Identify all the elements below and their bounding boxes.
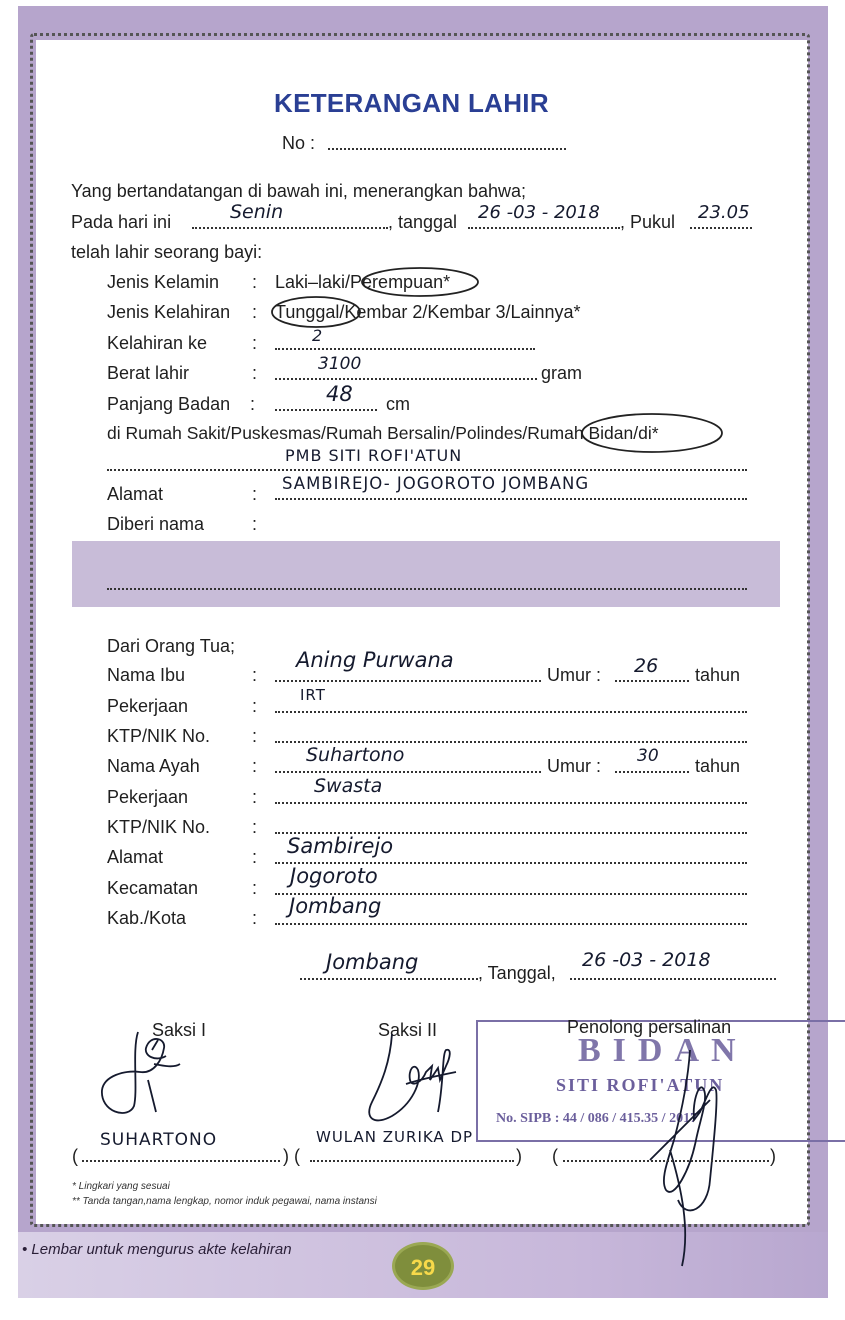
weight-field[interactable] <box>275 378 537 380</box>
order-label: Kelahiran ke <box>107 333 208 353</box>
address-value: SAMBIREJO- JOGOROTO JOMBANG <box>282 474 590 493</box>
place-value: PMB SITI ROFI'ATUN <box>285 446 463 465</box>
footnote-signature: ** Tanda tangan,nama lengkap, nomor induk pegawai, nama instansi <box>72 1196 377 1207</box>
age-label: Umur : <box>547 756 601 776</box>
parents-heading: Dari Orang Tua; <box>107 636 236 656</box>
gender-label: Jenis Kelamin <box>107 272 220 292</box>
colon: : <box>252 696 258 716</box>
colon: : <box>252 726 258 746</box>
mother-age-field[interactable] <box>615 680 689 682</box>
mother-nik-field[interactable] <box>275 741 747 743</box>
helper-signature <box>630 1040 740 1270</box>
years-label: tahun <box>695 665 741 685</box>
length-field[interactable] <box>275 409 377 411</box>
length-label: Panjang Badan <box>107 394 231 414</box>
time-value: 23.05 <box>698 202 750 223</box>
father-job-value: Swasta <box>314 775 383 797</box>
day-field[interactable] <box>192 227 388 229</box>
baby-name-field[interactable] <box>107 588 747 590</box>
gender-options: Laki–laki/Perempuan* <box>275 272 451 292</box>
address-field[interactable] <box>275 498 747 500</box>
colon: : <box>252 272 258 292</box>
mother-job-value: IRT <box>300 686 326 704</box>
father-value: Suhartono <box>306 744 405 766</box>
city-field[interactable] <box>275 923 747 925</box>
intro-line: Yang bertandatangan di bawah ini, menerangkan bahwa; <box>71 181 527 201</box>
age-label: Umur : <box>547 665 601 685</box>
date-label: , tanggal <box>388 212 458 232</box>
colon: : <box>252 878 258 898</box>
witness1-label: Saksi I <box>152 1020 207 1040</box>
page-number-badge <box>392 1242 454 1290</box>
witness2-signature <box>352 1022 462 1132</box>
day-label: Pada hari ini <box>71 212 172 232</box>
sign-place-field[interactable] <box>300 978 478 980</box>
rumah-bidan-circle-mark <box>578 410 728 458</box>
colon: : <box>252 302 258 322</box>
witness2-name-field[interactable] <box>310 1160 514 1162</box>
birth-type-label: Jenis Kelahiran <box>107 302 231 322</box>
colon: : <box>250 394 256 414</box>
witness2-name: WULAN ZURIKA DP <box>316 1128 474 1146</box>
date-value: 26 -03 - 2018 <box>478 202 600 223</box>
length-unit: cm <box>386 394 410 414</box>
colon: : <box>252 817 258 837</box>
baby-name-label: Diberi nama <box>107 514 205 534</box>
open-paren: ( <box>72 1146 78 1166</box>
colon: : <box>252 333 258 353</box>
sign-date-label: , Tanggal, <box>478 963 556 983</box>
length-value: 48 <box>326 382 353 406</box>
district-value: Jogoroto <box>290 864 378 888</box>
father-age-field[interactable] <box>615 771 689 773</box>
helper-label: Penolong persalinan <box>567 1017 732 1037</box>
parent-address-value: Sambirejo <box>287 834 394 858</box>
perempuan-circle-mark <box>360 265 485 299</box>
colon: : <box>252 484 258 504</box>
mother-field[interactable] <box>275 680 541 682</box>
city-value: Jombang <box>289 894 382 918</box>
colon: : <box>252 908 258 928</box>
weight-unit: gram <box>541 363 583 383</box>
witness1-name-field[interactable] <box>82 1160 280 1162</box>
time-field[interactable] <box>690 227 752 229</box>
years-label: tahun <box>695 756 741 776</box>
birth-type-options: Tunggal/Kembar 2/Kembar 3/Lainnya* <box>275 302 581 322</box>
father-field[interactable] <box>275 771 541 773</box>
open-paren: ( <box>552 1146 558 1166</box>
father-job-field[interactable] <box>275 802 747 804</box>
father-job-label: Pekerjaan <box>107 787 189 807</box>
mother-nik-label: KTP/NIK No. <box>107 726 211 746</box>
colon: : <box>252 514 258 534</box>
stamp-name: SITI ROFI'ATUN <box>556 1075 725 1095</box>
mother-job-field[interactable] <box>275 711 747 713</box>
close-paren: ) <box>516 1146 522 1166</box>
weight-label: Berat lahir <box>107 363 190 383</box>
sign-place-value: Jombang <box>326 950 419 974</box>
date-field[interactable] <box>468 227 620 229</box>
father-age: 30 <box>637 746 659 766</box>
name-highlight-band <box>72 541 780 607</box>
place-field[interactable] <box>107 469 747 471</box>
close-paren: ) <box>770 1146 776 1166</box>
sign-date-value: 26 -03 - 2018 <box>582 949 711 971</box>
footnote-circle: * Lingkari yang sesuai <box>72 1181 170 1192</box>
stamp-sipb: No. SIPB : 44 / 086 / 415.35 / 2017 <box>496 1111 698 1126</box>
address-label: Alamat <box>107 484 164 504</box>
parent-address-label: Alamat <box>107 847 164 867</box>
witness1-name: SUHARTONO <box>100 1130 218 1150</box>
colon: : <box>252 363 258 383</box>
time-label: , Pukul <box>620 212 676 232</box>
page-number: 29 <box>410 1255 436 1280</box>
form-title: KETERANGAN LAHIR <box>274 88 549 118</box>
father-label: Nama Ayah <box>107 756 200 776</box>
close-open-paren: ) ( <box>283 1146 300 1166</box>
district-label: Kecamatan <box>107 878 199 898</box>
witness1-signature <box>94 1020 184 1120</box>
place-options: di Rumah Sakit/Puskesmas/Rumah Bersalin/Polindes/Rumah Bidan/di* <box>107 423 659 443</box>
mother-job-label: Pekerjaan <box>107 696 189 716</box>
baby-intro: telah lahir seorang bayi: <box>71 242 263 262</box>
weight-value: 3100 <box>318 354 362 374</box>
footer-caption: • Lembar untuk mengurus akte kelahiran <box>22 1241 292 1258</box>
mother-label: Nama Ibu <box>107 665 186 685</box>
stamp-title: BIDAN <box>578 1032 748 1069</box>
number-label: No : <box>282 133 316 153</box>
sign-date-field[interactable] <box>570 978 776 980</box>
order-field[interactable] <box>275 348 535 350</box>
mother-value: Aning Purwana <box>296 648 454 672</box>
colon: : <box>252 665 258 685</box>
helper-name-field[interactable] <box>563 1160 769 1162</box>
father-nik-label: KTP/NIK No. <box>107 817 211 837</box>
city-label: Kab./Kota <box>107 908 187 928</box>
colon: : <box>252 756 258 776</box>
mother-age: 26 <box>634 655 659 677</box>
number-field[interactable] <box>328 148 566 150</box>
witness2-label: Saksi II <box>378 1020 438 1040</box>
colon: : <box>252 847 258 867</box>
day-value: Senin <box>230 201 284 223</box>
order-value: 2 <box>312 326 323 345</box>
colon: : <box>252 787 258 807</box>
